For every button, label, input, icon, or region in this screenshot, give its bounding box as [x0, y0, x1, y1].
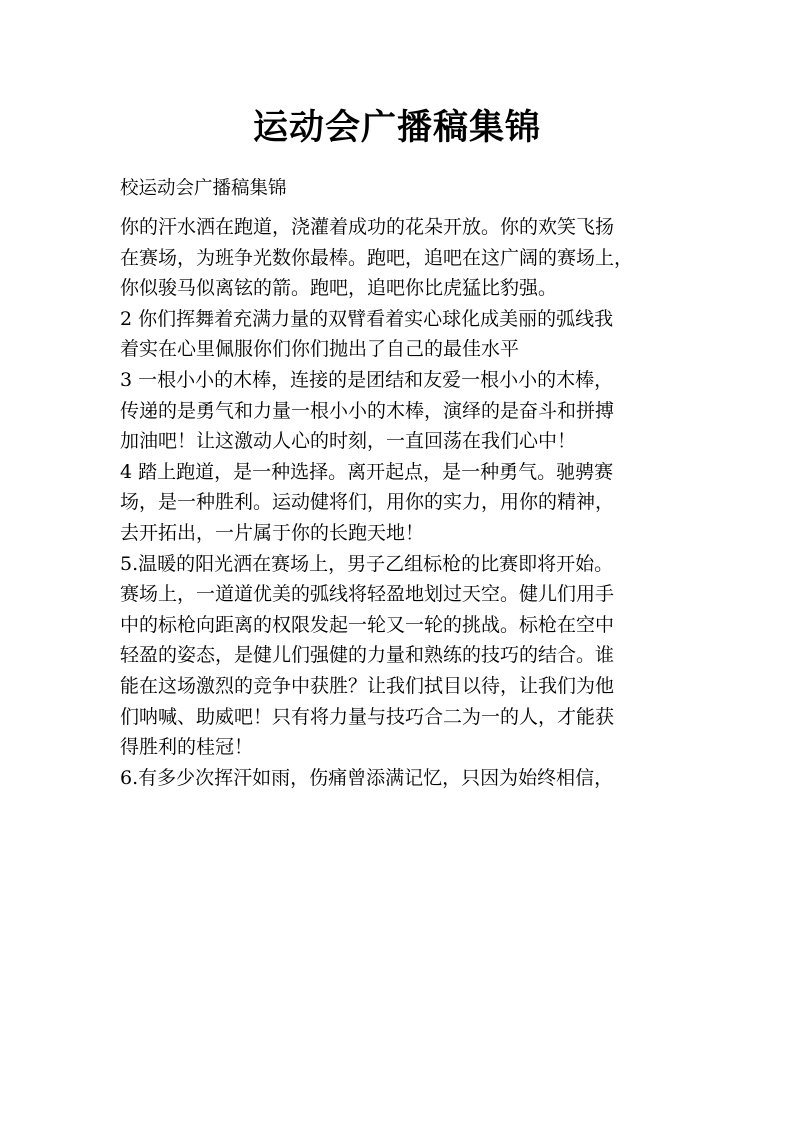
text-line: 传递的是勇气和力量一根小小的木棒，演绎的是奋斗和拼搏	[120, 399, 615, 422]
text-line: 们呐喊、助威吧！只有将力量与技巧合二为一的人，才能获	[120, 705, 615, 728]
text-line: 得胜利的桂冠！	[120, 736, 254, 759]
text-line: 在赛场，为班争光数你最棒。跑吧，追吧在这广阔的赛场上，	[120, 246, 634, 269]
text-line: 着实在心里佩服你们你们抛出了自己的最佳水平	[120, 338, 520, 361]
text-line: 赛场上，一道道优美的弧线将轻盈地划过天空。健儿们用手	[120, 583, 615, 606]
text-line: 去开拓出，一片属于你的长跑天地！	[120, 521, 425, 544]
text-line: 5.温暖的阳光洒在赛场上，男子乙组标枪的比赛即将开始。	[120, 552, 614, 575]
text-line: 6.有多少次挥汗如雨，伤痛曾添满记忆，只因为始终相信，	[120, 766, 614, 789]
document-title: 运动会广播稿集锦	[252, 107, 541, 148]
text-line: 4 踏上跑道，是一种选择。离开起点，是一种勇气。驰骋赛	[120, 460, 614, 483]
text-line: 场，是一种胜利。运动健将们，用你的实力，用你的精神，	[120, 491, 615, 514]
text-line: 轻盈的姿态，是健儿们强健的力量和熟练的技巧的结合。谁	[120, 644, 615, 667]
text-line: 你似骏马似离铉的箭。跑吧，追吧你比虎猛比豹强。	[120, 277, 558, 300]
text-line: 3 一根小小的木棒，连接的是团结和友爱一根小小的木棒，	[120, 368, 614, 391]
text-line: 能在这场激烈的竞争中获胜？让我们拭目以待，让我们为他	[120, 674, 615, 697]
text-line: 加油吧！让这激动人心的时刻，一直回荡在我们心中！	[120, 430, 577, 453]
document-body	[120, 212, 690, 793]
text-line: 中的标枪向距离的权限发起一轮又一轮的挑战。标枪在空中	[120, 613, 615, 636]
text-line: 你的汗水洒在跑道，浇灌着成功的花朵开放。你的欢笑飞扬	[120, 216, 615, 238]
document-subtitle: 校运动会广播稿集锦	[120, 178, 287, 199]
text-line: 2 你们挥舞着充满力量的双臂看着实心球化成美丽的弧线我	[120, 307, 614, 330]
